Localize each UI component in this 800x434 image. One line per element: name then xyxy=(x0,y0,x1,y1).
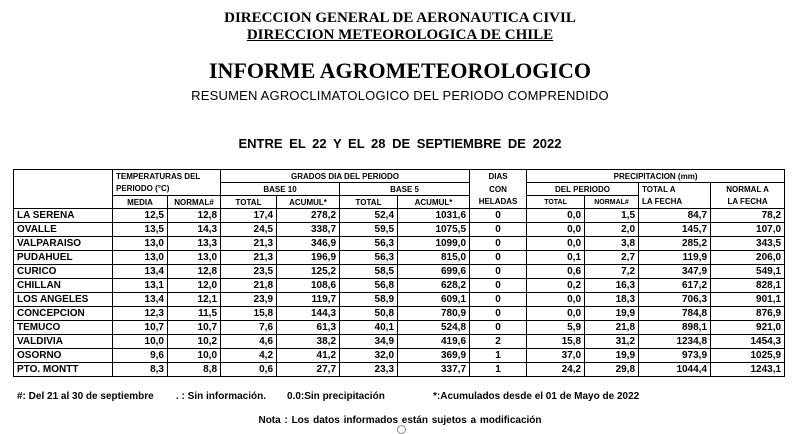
cell-total-fecha: 898,1 xyxy=(639,321,711,335)
cell-p-normal: 2,0 xyxy=(585,223,639,237)
cell-p-total: 24,2 xyxy=(527,363,585,377)
cell-b5-total: 23,3 xyxy=(340,363,398,377)
cell-station: LA SERENA xyxy=(14,209,113,223)
b10-total-header: TOTAL xyxy=(221,196,277,209)
agro-table xyxy=(13,169,785,377)
cell-b10-acum: 108,6 xyxy=(277,279,340,293)
table-row xyxy=(14,251,785,265)
cell-b10-total: 21,3 xyxy=(221,251,277,265)
cell-total-fecha: 973,9 xyxy=(639,349,711,363)
cell-b5-acum: 369,9 xyxy=(398,349,470,363)
header-line2 xyxy=(0,27,800,44)
cell-b5-total: 56,8 xyxy=(340,279,398,293)
cell-normal: 8,8 xyxy=(168,363,221,377)
cursor-icon xyxy=(397,425,406,434)
cell-media: 13,0 xyxy=(113,237,168,251)
cell-p-total: 0,2 xyxy=(527,279,585,293)
cell-b10-total: 21,8 xyxy=(221,279,277,293)
cell-normal: 12,1 xyxy=(168,293,221,307)
cell-b10-total: 15,8 xyxy=(221,307,277,321)
cell-b5-total: 52,4 xyxy=(340,209,398,223)
cell-normal-fecha: 107,0 xyxy=(711,223,785,237)
cell-p-normal: 16,3 xyxy=(585,279,639,293)
b10-acumul-header: ACUMUL* xyxy=(277,196,340,209)
base10-header: BASE 10 xyxy=(221,183,340,196)
cell-b10-total: 4,2 xyxy=(221,349,277,363)
footnote-zero: 0.0:Sin precipitación xyxy=(287,391,385,402)
cell-heladas: 0 xyxy=(470,237,527,251)
cell-normal-fecha: 549,1 xyxy=(711,265,785,279)
cell-p-normal: 19,9 xyxy=(585,349,639,363)
cell-b10-acum: 119,7 xyxy=(277,293,340,307)
header-line1: DIRECCION GENERAL DE AERONAUTICA CIVIL xyxy=(224,10,576,26)
cell-b5-total: 56,3 xyxy=(340,237,398,251)
cell-normal: 11,5 xyxy=(168,307,221,321)
cell-heladas: 0 xyxy=(470,307,527,321)
cell-station: OSORNO xyxy=(14,349,113,363)
cell-p-normal: 29,8 xyxy=(585,363,639,377)
cell-media: 12,3 xyxy=(113,307,168,321)
cell-total-fecha: 145,7 xyxy=(639,223,711,237)
cell-normal-fecha: 206,0 xyxy=(711,251,785,265)
dias-header-1: DIAS xyxy=(470,170,527,183)
station-header-cell-3 xyxy=(14,196,113,209)
b5-acumul-header: ACUMUL* xyxy=(398,196,470,209)
cell-station: VALPARAISO xyxy=(14,237,113,251)
cell-b5-total: 56,3 xyxy=(340,251,398,265)
cell-b5-total: 32,0 xyxy=(340,349,398,363)
cell-normal-fecha: 78,2 xyxy=(711,209,785,223)
p-total-header: TOTAL xyxy=(527,196,585,209)
cell-p-total: 0,1 xyxy=(527,251,585,265)
cell-b10-acum: 278,2 xyxy=(277,209,340,223)
cell-p-normal: 7,2 xyxy=(585,265,639,279)
cell-station: PTO. MONTT xyxy=(14,363,113,377)
cell-normal-fecha: 876,9 xyxy=(711,307,785,321)
b5-total-header: TOTAL xyxy=(340,196,398,209)
footnote-star: *:Acumulados desde el 01 de Mayo de 2022 xyxy=(433,391,640,402)
cell-p-normal: 21,8 xyxy=(585,321,639,335)
header-row-2 xyxy=(14,183,785,196)
cell-total-fecha: 347,9 xyxy=(639,265,711,279)
cell-b10-total: 21,3 xyxy=(221,237,277,251)
cell-normal: 12,8 xyxy=(168,265,221,279)
cell-p-total: 0,0 xyxy=(527,237,585,251)
cell-b5-acum: 780,9 xyxy=(398,307,470,321)
cell-station: TEMUCO xyxy=(14,321,113,335)
table-row xyxy=(14,279,785,293)
cell-b5-acum: 1031,6 xyxy=(398,209,470,223)
cell-normal: 13,3 xyxy=(168,237,221,251)
cell-normal: 12,0 xyxy=(168,279,221,293)
base5-header: BASE 5 xyxy=(340,183,470,196)
cell-station: CHILLAN xyxy=(14,279,113,293)
table-row xyxy=(14,209,785,223)
cell-b10-total: 23,9 xyxy=(221,293,277,307)
cell-normal: 12,8 xyxy=(168,209,221,223)
cell-p-normal: 31,2 xyxy=(585,335,639,349)
cell-b5-total: 58,5 xyxy=(340,265,398,279)
cell-p-total: 15,8 xyxy=(527,335,585,349)
table-row xyxy=(14,265,785,279)
cell-b5-total: 34,9 xyxy=(340,335,398,349)
cell-station: LOS ANGELES xyxy=(14,293,113,307)
cell-b10-acum: 27,7 xyxy=(277,363,340,377)
cell-normal: 10,7 xyxy=(168,321,221,335)
cell-p-normal: 3,8 xyxy=(585,237,639,251)
cell-p-normal: 2,7 xyxy=(585,251,639,265)
report-subtitle: RESUMEN AGROCLIMATOLOGICO DEL PERIODO COMPRENDIDO xyxy=(191,88,609,103)
table-row xyxy=(14,293,785,307)
cell-heladas: 0 xyxy=(470,279,527,293)
del-periodo-header: DEL PERIODO xyxy=(527,183,639,196)
cell-p-total: 0,0 xyxy=(527,209,585,223)
cell-b10-total: 17,4 xyxy=(221,209,277,223)
cell-total-fecha: 1044,4 xyxy=(639,363,711,377)
p-normal-header: NORMAL# xyxy=(585,196,639,209)
cell-station: OVALLE xyxy=(14,223,113,237)
grados-header: GRADOS DIA DEL PERIODO xyxy=(221,170,470,183)
cell-heladas: 0 xyxy=(470,223,527,237)
cell-b10-total: 23,5 xyxy=(221,265,277,279)
footnote-hash: #: Del 21 al 30 de septiembre xyxy=(17,391,154,402)
temp-header-2: PERIODO (°C) xyxy=(113,183,221,196)
cell-b10-acum: 144,3 xyxy=(277,307,340,321)
cell-station: CONCEPCION xyxy=(14,307,113,321)
cell-p-total: 0,0 xyxy=(527,307,585,321)
cell-station: PUDAHUEL xyxy=(14,251,113,265)
cell-media: 13,4 xyxy=(113,265,168,279)
header-row-1 xyxy=(14,170,785,183)
cell-p-normal: 18,3 xyxy=(585,293,639,307)
table-row xyxy=(14,321,785,335)
cell-normal: 13,0 xyxy=(168,251,221,265)
cell-normal: 10,0 xyxy=(168,349,221,363)
cell-heladas: 0 xyxy=(470,321,527,335)
la-fecha-header: LA FECHA xyxy=(639,196,711,209)
header-line2-text: DIRECCION METEOROLOGICA DE CHILE xyxy=(246,27,554,43)
dias-header-2: CON xyxy=(470,183,527,196)
cell-total-fecha: 84,7 xyxy=(639,209,711,223)
cell-station: VALDIVIA xyxy=(14,335,113,349)
cell-p-total: 0,0 xyxy=(527,223,585,237)
cell-total-fecha: 119,9 xyxy=(639,251,711,265)
cell-total-fecha: 706,3 xyxy=(639,293,711,307)
table-row xyxy=(14,237,785,251)
cell-b5-total: 40,1 xyxy=(340,321,398,335)
station-header-cell xyxy=(14,170,113,183)
cell-b10-total: 7,6 xyxy=(221,321,277,335)
cell-b5-acum: 815,0 xyxy=(398,251,470,265)
cell-total-fecha: 1234,8 xyxy=(639,335,711,349)
cell-media: 12,5 xyxy=(113,209,168,223)
cell-b10-acum: 338,7 xyxy=(277,223,340,237)
cell-normal-fecha: 1025,9 xyxy=(711,349,785,363)
cell-b5-acum: 337,7 xyxy=(398,363,470,377)
cell-total-fecha: 784,8 xyxy=(639,307,711,321)
cell-heladas: 0 xyxy=(470,265,527,279)
cell-b5-acum: 1099,0 xyxy=(398,237,470,251)
cell-b5-acum: 1075,5 xyxy=(398,223,470,237)
cell-b10-acum: 61,3 xyxy=(277,321,340,335)
cell-p-normal: 1,5 xyxy=(585,209,639,223)
cell-media: 10,7 xyxy=(113,321,168,335)
cell-b10-acum: 41,2 xyxy=(277,349,340,363)
cell-media: 13,4 xyxy=(113,293,168,307)
total-a-header: TOTAL A xyxy=(639,183,711,196)
la-fecha-header-2: LA FECHA xyxy=(711,196,785,209)
cell-media: 8,3 xyxy=(113,363,168,377)
cell-normal-fecha: 1243,1 xyxy=(711,363,785,377)
cell-p-total: 0,6 xyxy=(527,265,585,279)
cell-normal-fecha: 901,1 xyxy=(711,293,785,307)
cell-p-normal: 19,9 xyxy=(585,307,639,321)
precip-header: PRECIPITACION (mm) xyxy=(527,170,785,183)
temp-header-1: TEMPERATURAS DEL xyxy=(113,170,221,183)
cell-b10-total: 24,5 xyxy=(221,223,277,237)
table-row xyxy=(14,349,785,363)
cell-heladas: 1 xyxy=(470,363,527,377)
cell-total-fecha: 285,2 xyxy=(639,237,711,251)
cell-heladas: 0 xyxy=(470,209,527,223)
cell-station: CURICO xyxy=(14,265,113,279)
cell-b10-acum: 38,2 xyxy=(277,335,340,349)
cell-b5-acum: 699,6 xyxy=(398,265,470,279)
cell-p-total: 0,0 xyxy=(527,293,585,307)
cell-b5-acum: 609,1 xyxy=(398,293,470,307)
cell-media: 13,5 xyxy=(113,223,168,237)
table-row xyxy=(14,223,785,237)
cell-normal-fecha: 1454,3 xyxy=(711,335,785,349)
cell-b10-total: 0,6 xyxy=(221,363,277,377)
cell-normal: 14,3 xyxy=(168,223,221,237)
normal-a-header: NORMAL A xyxy=(711,183,785,196)
cell-media: 13,1 xyxy=(113,279,168,293)
table-row xyxy=(14,363,785,377)
cell-b10-acum: 346,9 xyxy=(277,237,340,251)
cell-b5-total: 58,9 xyxy=(340,293,398,307)
header-row-3 xyxy=(14,196,785,209)
cell-normal-fecha: 828,1 xyxy=(711,279,785,293)
cell-b5-acum: 524,8 xyxy=(398,321,470,335)
footnote-dot: . : Sin información. xyxy=(176,391,267,402)
station-header-cell-2 xyxy=(14,183,113,196)
table-row xyxy=(14,335,785,349)
report-period: ENTRE EL 22 Y EL 28 DE SEPTIEMBRE DE 2022 xyxy=(238,136,562,151)
normal-header: NORMAL# xyxy=(168,196,221,209)
report-title: INFORME AGROMETEOROLOGICO xyxy=(209,58,591,83)
cell-heladas: 1 xyxy=(470,349,527,363)
cell-p-total: 37,0 xyxy=(527,349,585,363)
dias-header-3: HELADAS xyxy=(470,196,527,209)
cell-normal: 10,2 xyxy=(168,335,221,349)
cell-b5-total: 59,5 xyxy=(340,223,398,237)
cell-heladas: 0 xyxy=(470,293,527,307)
cell-normal-fecha: 343,5 xyxy=(711,237,785,251)
cell-media: 13,0 xyxy=(113,251,168,265)
cell-heladas: 0 xyxy=(470,251,527,265)
cell-b10-acum: 125,2 xyxy=(277,265,340,279)
cell-b5-acum: 628,2 xyxy=(398,279,470,293)
cell-b10-total: 4,6 xyxy=(221,335,277,349)
cell-total-fecha: 617,2 xyxy=(639,279,711,293)
cell-media: 10,0 xyxy=(113,335,168,349)
cell-normal-fecha: 921,0 xyxy=(711,321,785,335)
cell-media: 9,6 xyxy=(113,349,168,363)
cell-b5-total: 50,8 xyxy=(340,307,398,321)
cell-p-total: 5,9 xyxy=(527,321,585,335)
cell-heladas: 2 xyxy=(470,335,527,349)
nota-text: Nota : Los datos informados están sujetos a modificación xyxy=(258,415,542,426)
cell-b10-acum: 196,9 xyxy=(277,251,340,265)
cell-b5-acum: 419,6 xyxy=(398,335,470,349)
table-row xyxy=(14,307,785,321)
media-header: MEDIA xyxy=(113,196,168,209)
